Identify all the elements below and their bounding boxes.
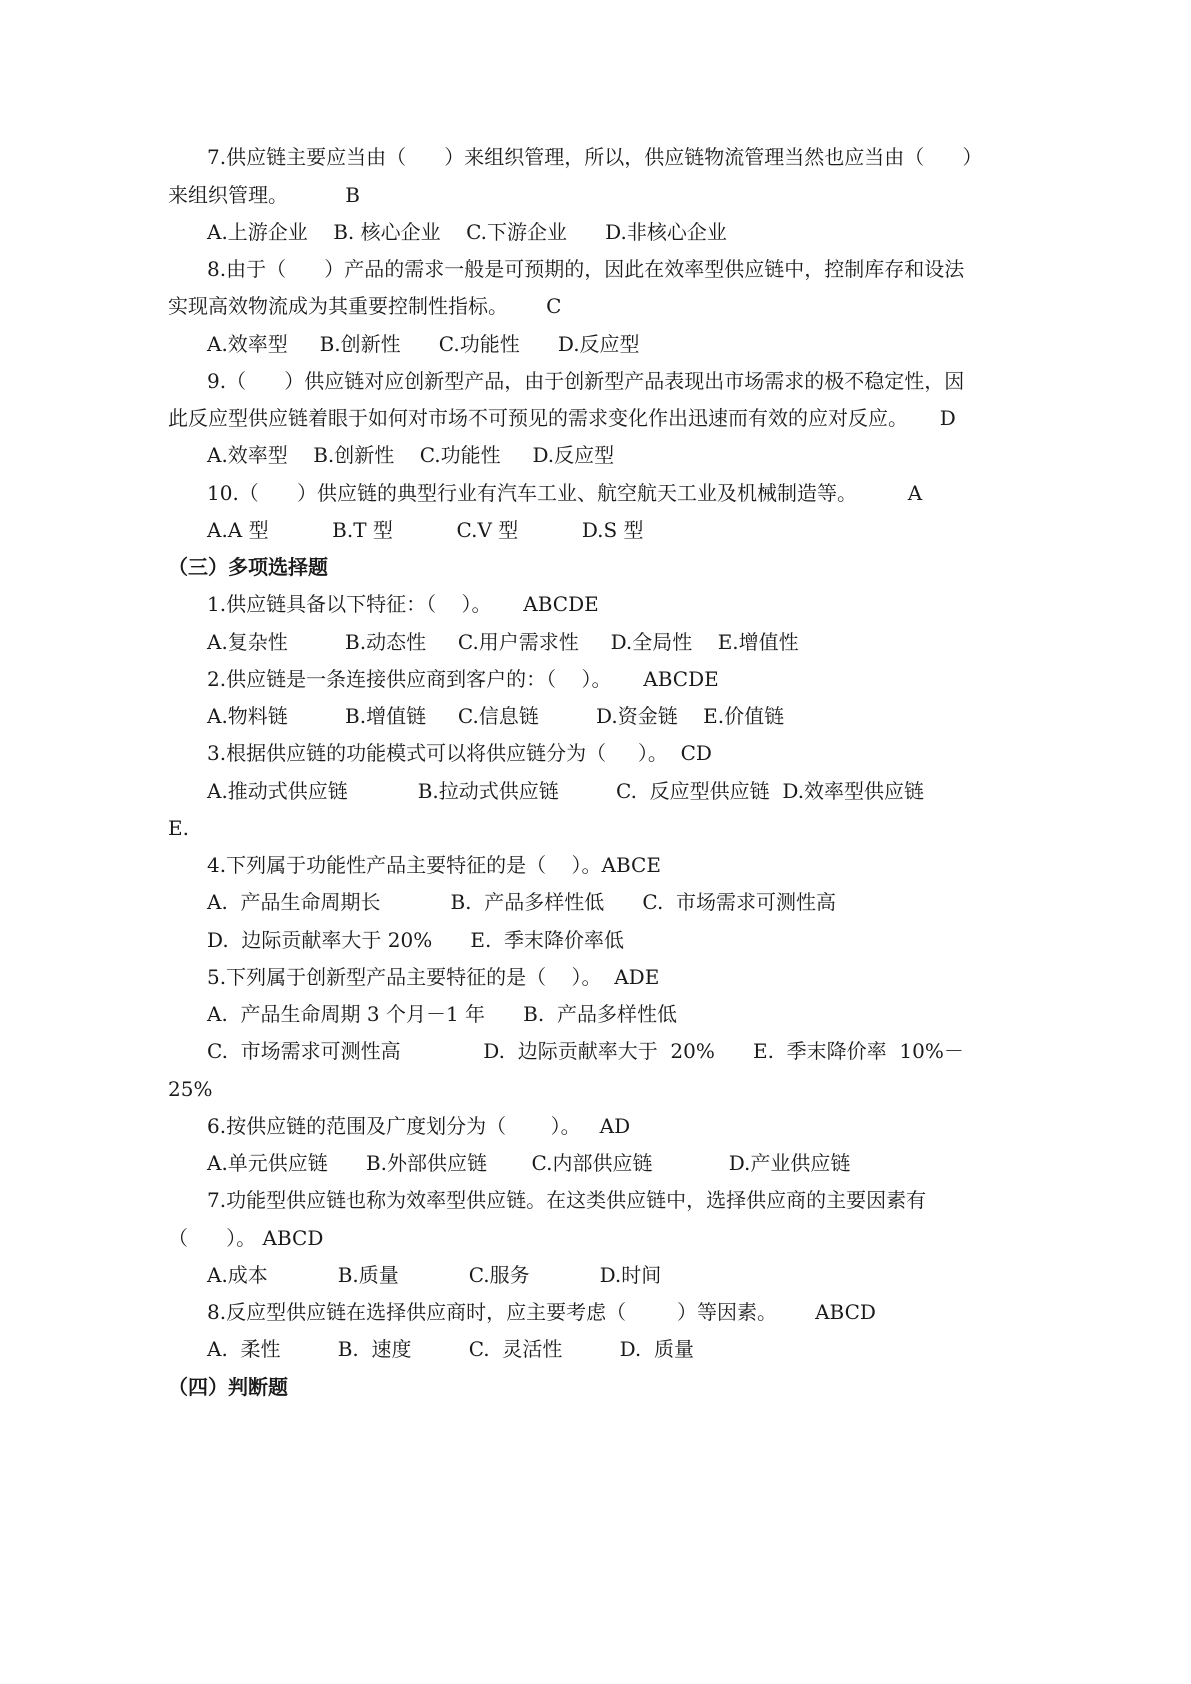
m7-question-line1: 7.功能型供应链也称为效率型供应链。在这类供应链中，选择供应商的主要因素有	[207, 1188, 927, 1212]
m5-options-line1: A. 产品生命周期 3 个月－1 年 B. 产品多样性低	[207, 1002, 677, 1026]
q9-single-line1: 9.（ ）供应链对应创新型产品，由于创新型产品表现出市场需求的极不稳定性，因	[207, 369, 965, 393]
q7-single-options: A.上游企业 B. 核心企业 C.下游企业 D.非核心企业	[207, 220, 727, 244]
m5-options-line3: 25%	[168, 1077, 213, 1101]
q9-single-options: A.效率型 B.创新性 C.功能性 D.反应型	[207, 443, 615, 467]
m7-options: A.成本 B.质量 C.服务 D.时间	[207, 1263, 662, 1287]
section-true-false-heading: （四）判断题	[168, 1375, 288, 1399]
m3-question: 3.根据供应链的功能模式可以将供应链分为（ ）。 CD	[207, 741, 712, 765]
m1-question: 1.供应链具备以下特征：（ ）。 ABCDE	[207, 592, 599, 616]
m4-options-line1: A. 产品生命周期长 B. 产品多样性低 C. 市场需求可测性高	[207, 890, 837, 914]
q8-single-line2: 实现高效物流成为其重要控制性指标。 C	[168, 294, 562, 318]
m5-question: 5.下列属于创新型产品主要特征的是（ ）。 ADE	[207, 965, 660, 989]
m3-options-line2: E.	[168, 816, 189, 840]
m4-question: 4.下列属于功能性产品主要特征的是（ ）。ABCE	[207, 853, 661, 877]
m6-options: A.单元供应链 B.外部供应链 C.内部供应链 D.产业供应链	[207, 1151, 851, 1175]
m2-question: 2.供应链是一条连接供应商到客户的：（ ）。 ABCDE	[207, 667, 719, 691]
m6-question: 6.按供应链的范围及广度划分为（ ）。 AD	[207, 1114, 631, 1138]
q10-single-options: A.A 型 B.T 型 C.V 型 D.S 型	[207, 518, 644, 542]
m1-options: A.复杂性 B.动态性 C.用户需求性 D.全局性 E.增值性	[207, 630, 799, 654]
m2-options: A.物料链 B.增值链 C.信息链 D.资金链 E.价值链	[207, 704, 785, 728]
m4-options-line2: D. 边际贡献率大于 20% E. 季末降价率低	[207, 928, 625, 952]
q10-single-line1: 10.（ ）供应链的典型行业有汽车工业、航空航天工业及机械制造等。 A	[207, 481, 923, 505]
q8-single-line1: 8.由于（ ）产品的需求一般是可预期的，因此在效率型供应链中，控制库存和设法	[207, 257, 965, 281]
q7-single-line2: 来组织管理。 B	[168, 183, 360, 207]
m8-question: 8.反应型供应链在选择供应商时，应主要考虑（ ）等因素。 ABCD	[207, 1300, 876, 1324]
q8-single-options: A.效率型 B.创新性 C.功能性 D.反应型	[207, 332, 640, 356]
m3-options-line1: A.推动式供应链 B.拉动式供应链 C. 反应型供应链 D.效率型供应链	[207, 779, 925, 803]
q7-single-line1: 7.供应链主要应当由（ ）来组织管理，所以，供应链物流管理当然也应当由（ ）	[207, 145, 983, 169]
section-multiple-choice-heading: （三）多项选择题	[168, 555, 328, 579]
m7-question-line2: （ ）。 ABCD	[168, 1226, 324, 1250]
q9-single-line2: 此反应型供应链着眼于如何对市场不可预见的需求变化作出迅速而有效的应对反应。 D	[168, 406, 956, 430]
m5-options-line2: C. 市场需求可测性高 D. 边际贡献率大于 20% E. 季末降价率 10%－	[207, 1039, 964, 1063]
m8-options: A. 柔性 B. 速度 C. 灵活性 D. 质量	[207, 1337, 694, 1361]
